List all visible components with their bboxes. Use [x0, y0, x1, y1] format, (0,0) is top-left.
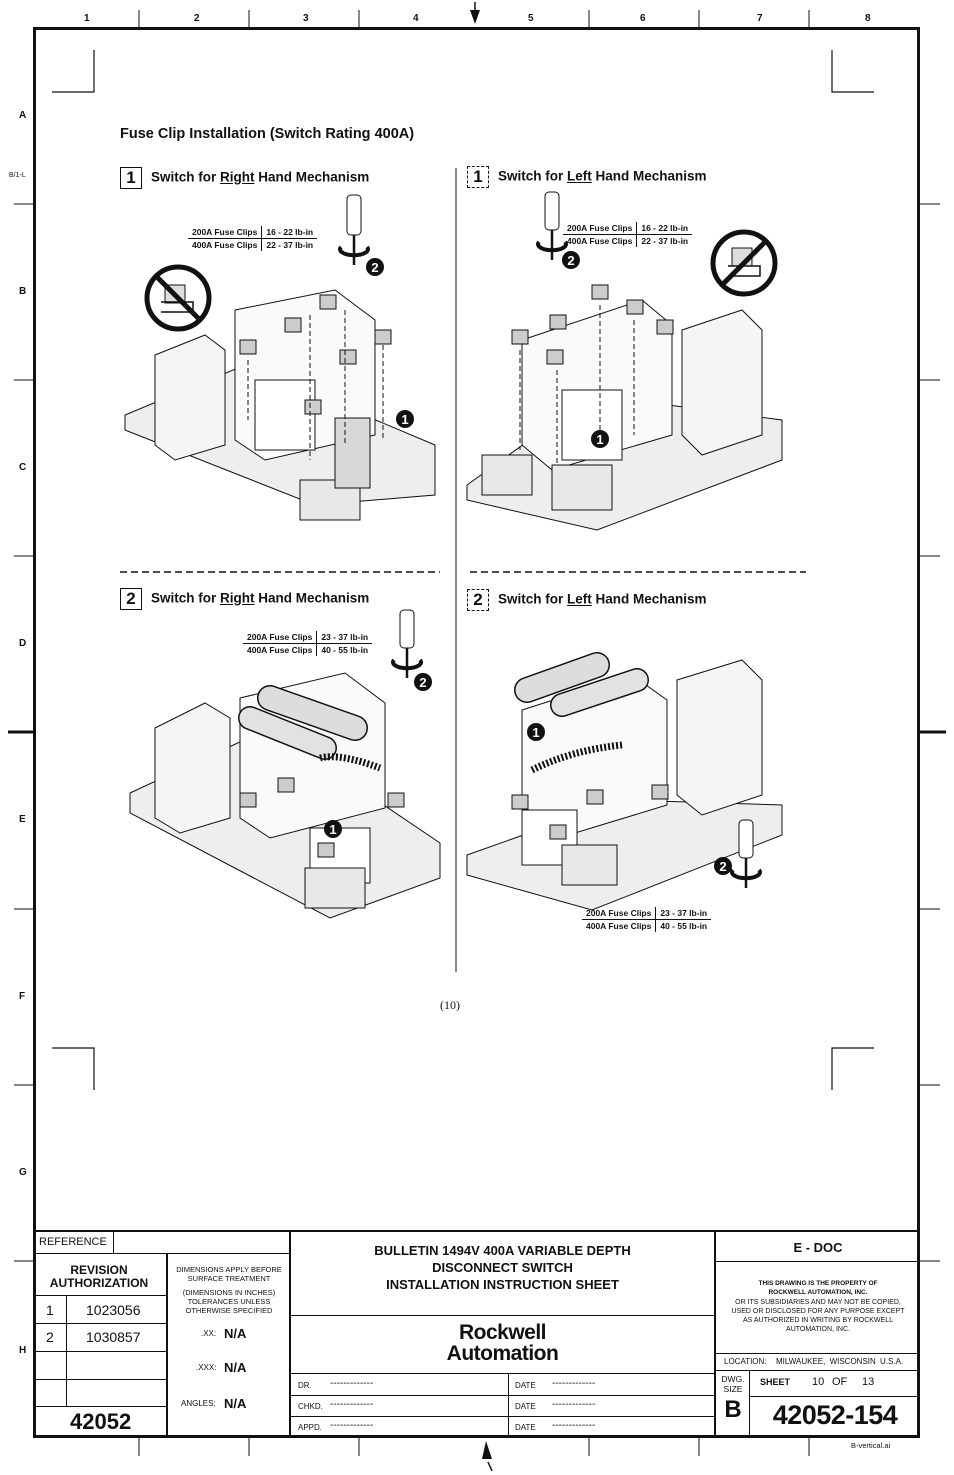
tol-angles-label: ANGLES: [181, 1399, 216, 1408]
zone-col-4: 4 [413, 13, 419, 24]
svg-text:2: 2 [419, 675, 427, 690]
sheet-number: 10 [812, 1376, 825, 1388]
doc-type: E - DOC [793, 1240, 843, 1255]
property-notice-bold: THIS DRAWING IS THE PROPERTY OF ROCKWELL AUTOMATION, INC. [758, 1280, 878, 1296]
svg-text:1: 1 [401, 412, 409, 427]
file-name: B-vertical.ai [851, 1441, 891, 1450]
screwdriver-icon [538, 192, 566, 260]
tol-angles-value: N/A [224, 1396, 247, 1411]
base-number: 42052 [70, 1409, 132, 1434]
drawing-title-line-3: INSTALLATION INSTRUCTION SHEET [386, 1277, 619, 1292]
zone-row-d: D [19, 638, 27, 649]
drawing-number: 42052-154 [772, 1400, 898, 1430]
sheet-label: SHEET [760, 1377, 791, 1387]
revision-header: REVISION AUTHORIZATION [49, 1263, 149, 1290]
zone-row-h: H [19, 1345, 27, 1356]
sheet-total: 13 [862, 1376, 875, 1388]
revision-2-auth: 1030857 [86, 1329, 141, 1345]
company-logo-line-2: Automation [446, 1342, 559, 1365]
svg-text:1: 1 [532, 725, 540, 740]
revision-1-auth: 1023056 [86, 1302, 141, 1318]
svg-text:2: 2 [567, 253, 575, 268]
company-logo-line-1: Rockwell [458, 1321, 547, 1344]
no-symbol-icon [713, 232, 775, 294]
page-number: (10) [440, 998, 460, 1012]
zone-row-e: E [19, 814, 26, 825]
step-2-right-header: 2 Switch for Right Hand Mechanism [120, 588, 369, 610]
location-value: MILWAUKEE, WISCONSIN U.S.A. [776, 1357, 904, 1366]
torque-table-step2-right: 200A Fuse Clips 23 - 37 lb-in 400A Fuse Clips 40 - 55 lb-in [243, 631, 372, 656]
zone-col-8: 8 [865, 13, 871, 24]
drawing-title-line-2: DISCONNECT SWITCH [432, 1260, 573, 1275]
dwg-size-label: DWG. SIZE [721, 1374, 745, 1394]
illustration-step1-left [462, 190, 792, 510]
tol-xx-value: N/A [224, 1326, 247, 1341]
zone-col-7: 7 [757, 13, 763, 24]
revision-1-num: 1 [46, 1302, 54, 1318]
zone-col-2: 2 [194, 13, 200, 24]
dimensions-note-1: DIMENSIONS APPLY BEFORE SURFACE TREATMENT [176, 1265, 282, 1283]
tol-xxx-label: .XXX: [196, 1363, 217, 1372]
illustration-step2-left [462, 630, 792, 910]
illustration-step2-right [120, 608, 450, 908]
dwg-size-value: B [724, 1396, 742, 1423]
illustration-step1-right [115, 190, 445, 510]
zone-col-5: 5 [528, 13, 534, 24]
screwdriver-icon [340, 195, 368, 265]
zone-col-3: 3 [303, 13, 309, 24]
property-notice: OR ITS SUBSIDIARIES AND MAY NOT BE COPIED, USED OR DISCLOSED FOR ANY PURPOSE EXCEPT AS AUTHORIZED IN WRITING BY ROCKWELL AUTOMATION, INC. [731, 1299, 905, 1333]
step-1-right-header: 1 Switch for Right Hand Mechanism [120, 167, 369, 189]
screwdriver-icon [393, 610, 421, 678]
step-number: 1 [467, 166, 489, 188]
svg-text:2: 2 [719, 859, 727, 874]
dimensions-note-2: (DIMENSIONS IN INCHES) TOLERANCES UNLESS OTHERWISE SPECIFIED [182, 1288, 276, 1315]
svg-text:2: 2 [371, 260, 379, 275]
zone-row-g: G [19, 1167, 27, 1178]
approved-by-label: APPD. [298, 1423, 323, 1432]
tol-xxx-value: N/A [224, 1360, 247, 1375]
zone-row-c: C [19, 462, 27, 473]
drawn-date-value: ------------- [552, 1378, 596, 1389]
step-1-left-header: 1 Switch for Left Hand Mechanism [467, 166, 707, 188]
torque-table-step2-left: 200A Fuse Clips 23 - 37 lb-in 400A Fuse Clips 40 - 55 lb-in [582, 907, 711, 932]
approved-by-value: ------------- [330, 1420, 374, 1431]
checked-by-label: CHKD. [298, 1402, 323, 1411]
drawn-by-value: ------------- [330, 1378, 374, 1389]
step-number: 2 [467, 589, 489, 611]
step-number: 1 [120, 167, 142, 189]
svg-text:1: 1 [596, 432, 604, 447]
drawn-date-label: DATE [515, 1381, 536, 1390]
location-label: LOCATION: [724, 1357, 767, 1366]
page-title: Fuse Clip Installation (Switch Rating 400A) [120, 126, 415, 142]
approved-date-value: ------------- [552, 1420, 596, 1431]
checked-date-value: ------------- [552, 1399, 596, 1410]
drawing-title-line-1: BULLETIN 1494V 400A VARIABLE DEPTH [374, 1243, 631, 1258]
torque-table-step1-right: 200A Fuse Clips 16 - 22 lb-in 400A Fuse Clips 22 - 37 lb-in [188, 226, 317, 251]
zone-row-a: A [19, 110, 27, 121]
zone-col-1: 1 [84, 13, 90, 24]
edge-note: B/1-L [9, 172, 26, 179]
approved-date-label: DATE [515, 1423, 536, 1432]
zone-col-6: 6 [640, 13, 646, 24]
torque-table-step1-left: 200A Fuse Clips 16 - 22 lb-in 400A Fuse Clips 22 - 37 lb-in [563, 222, 692, 247]
zone-row-f: F [19, 991, 26, 1002]
sheet-of: OF [832, 1376, 848, 1388]
checked-date-label: DATE [515, 1402, 536, 1411]
checked-by-value: ------------- [330, 1399, 374, 1410]
drawn-by-label: DR. [298, 1381, 312, 1390]
step-number: 2 [120, 588, 142, 610]
revision-2-num: 2 [46, 1329, 54, 1345]
svg-text:1: 1 [329, 822, 337, 837]
step-2-left-header: 2 Switch for Left Hand Mechanism [467, 589, 707, 611]
reference-label: REFERENCE [39, 1236, 107, 1248]
tol-xx-label: .XX: [201, 1329, 217, 1338]
no-symbol-icon [147, 267, 209, 329]
zone-row-b: B [19, 286, 27, 297]
